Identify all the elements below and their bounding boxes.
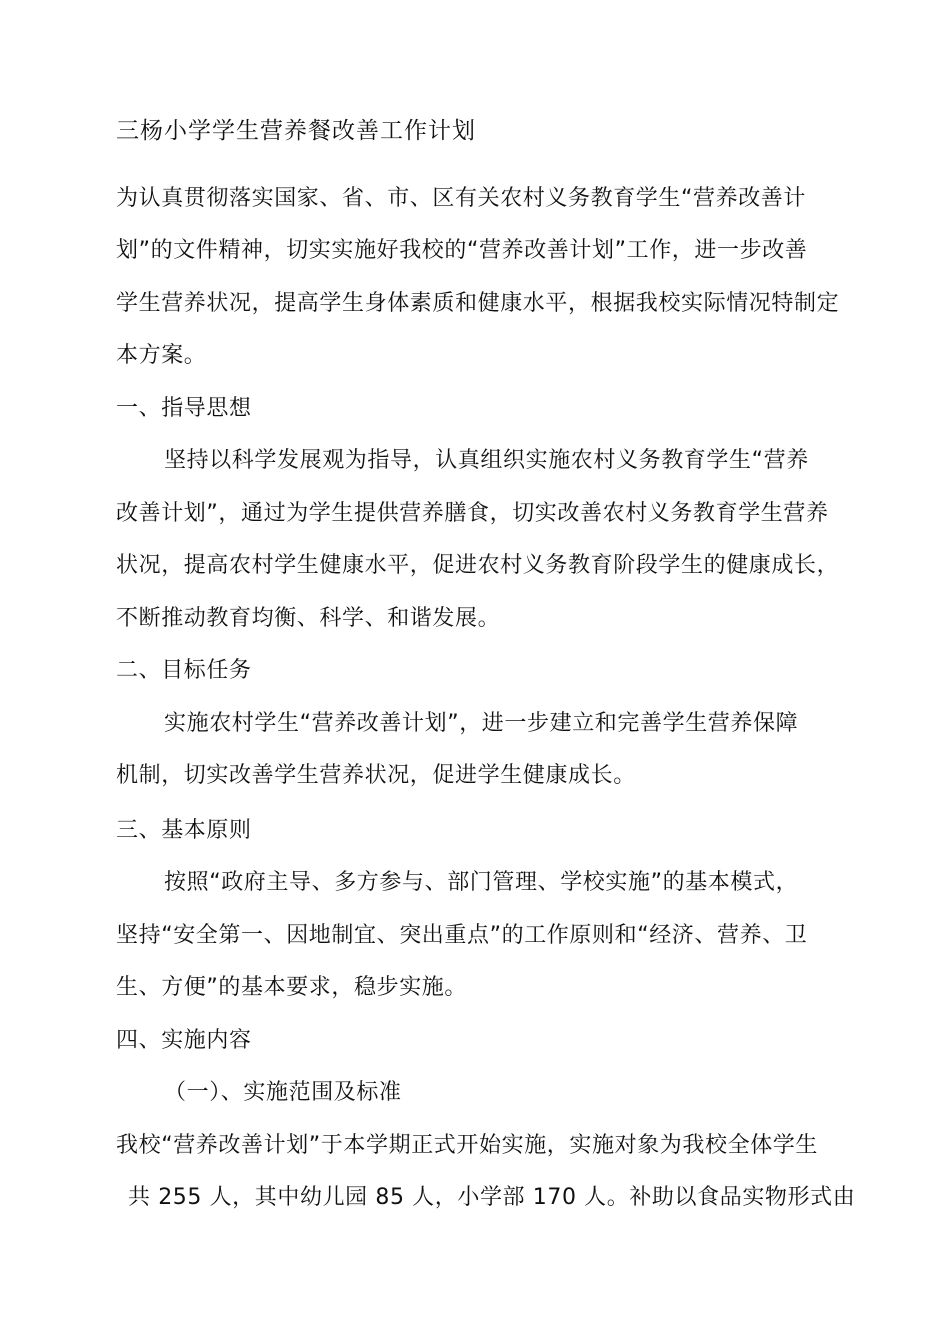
document-title: 三杨小学学生营养餐改善工作计划 xyxy=(116,118,476,144)
section1-line-3: 状况，提高农村学生健康水平，促进农村义务教育阶段学生的健康成长， xyxy=(116,553,840,578)
intro-line-3: 学生营养状况，提高学生身体素质和健康水平，根据我校实际情况特制定 xyxy=(116,291,840,316)
intro-line-4: 本方案。 xyxy=(116,343,207,368)
section1-line-2: 改善计划”，通过为学生提供营养膳食，切实改善农村义务教育学生营养 xyxy=(116,501,829,526)
section4-subheading: （一）、实施范围及标准 xyxy=(164,1080,402,1105)
section3-line-1: 按照“政府主导、多方参与、部门管理、学校实施”的基本模式， xyxy=(164,870,799,895)
section2-line-1: 实施农村学生“营养改善计划”，进一步建立和完善学生营养保障 xyxy=(164,711,799,736)
section-heading-implementation: 四、实施内容 xyxy=(116,1028,252,1053)
section-heading-guiding-ideology: 一、指导思想 xyxy=(116,396,252,421)
section3-line-3: 生、方便”的基本要求，稳步实施。 xyxy=(116,975,467,1000)
section2-line-2: 机制，切实改善学生营养状况，促进学生健康成长。 xyxy=(116,763,636,788)
section1-line-4: 不断推动教育均衡、科学、和谐发展。 xyxy=(116,606,501,631)
intro-line-1: 为认真贯彻落实国家、省、市、区有关农村义务教育学生“营养改善计 xyxy=(116,186,806,211)
section-heading-basic-principles: 三、基本原则 xyxy=(116,818,252,843)
section3-line-2: 坚持“安全第一、因地制宜、突出重点”的工作原则和“经济、营养、卫 xyxy=(116,923,808,948)
section-heading-goals-tasks: 二、目标任务 xyxy=(116,658,252,683)
section1-line-1: 坚持以科学发展观为指导，认真组织实施农村义务教育学生“营养 xyxy=(164,448,809,473)
intro-line-2: 划”的文件精神，切实实施好我校的“营养改善计划”工作，进一步改善 xyxy=(116,238,808,263)
section4-line-2: 共 255 人，其中幼儿园 85 人，小学部 170 人。补助以食品实物形式由 xyxy=(128,1185,856,1210)
section4-line-1: 我校“营养改善计划”于本学期正式开始实施，实施对象为我校全体学生 xyxy=(116,1133,818,1158)
